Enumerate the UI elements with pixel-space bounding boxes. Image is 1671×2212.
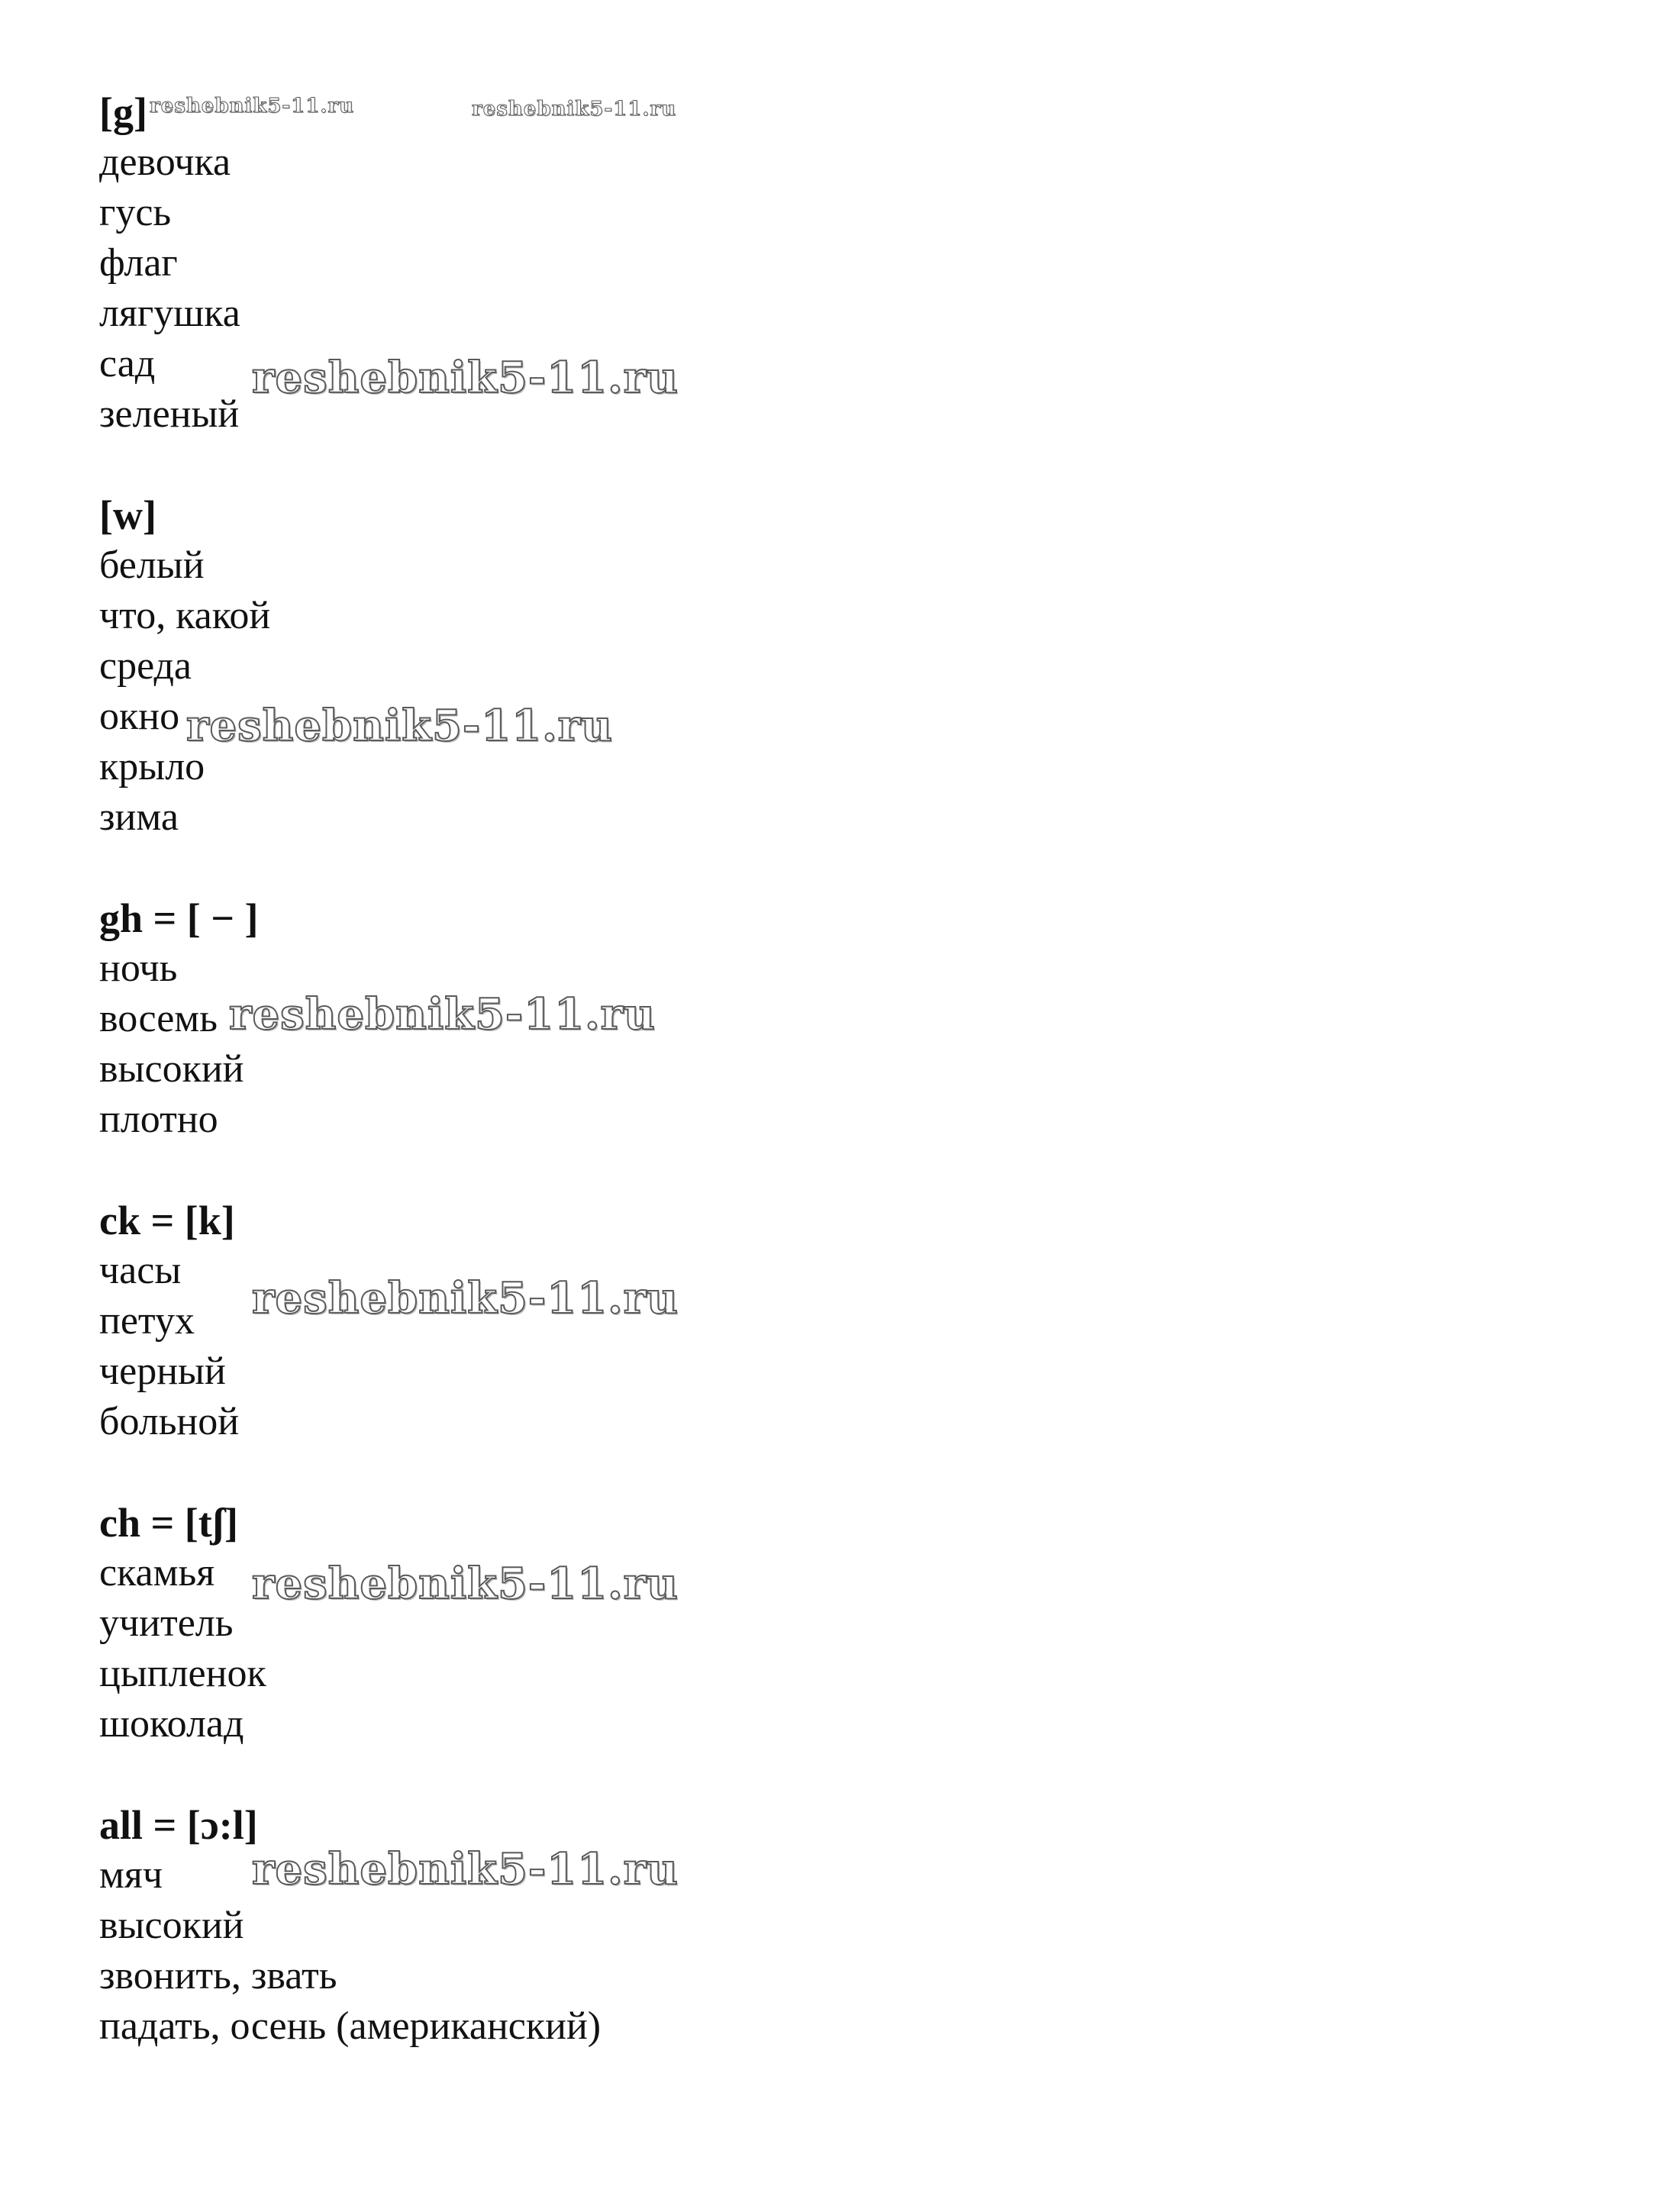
section-heading: ck = [k] [99, 1198, 235, 1243]
word-item: часы [99, 1249, 182, 1292]
word-item: звонить, звать [99, 1954, 337, 1998]
section-all [99, 1800, 601, 2052]
word-item: ночь [99, 946, 178, 990]
word-item: больной [99, 1400, 240, 1443]
section-heading: all = [ɔ:l] [99, 1802, 258, 1848]
word-item: что, какой [99, 594, 271, 637]
word-item: высокий [99, 1904, 244, 1947]
section-g [99, 87, 240, 440]
word-item: учитель [99, 1601, 234, 1645]
section-heading: ch = [tʃ] [99, 1500, 239, 1546]
word-item: зима [99, 795, 179, 839]
word-item: зеленый [99, 392, 240, 436]
word-item: падать, осень (американский) [99, 2004, 602, 2048]
section-ch [99, 1498, 266, 1749]
word-item: среда [99, 644, 192, 688]
word-item: крыло [99, 745, 205, 788]
section-w [99, 490, 270, 843]
word-item: плотно [99, 1098, 218, 1141]
word-item: восемь [99, 997, 218, 1040]
word-item: шоколад [99, 1702, 244, 1746]
word-item: лягушка [99, 292, 240, 335]
word-item: цыпленок [99, 1652, 266, 1695]
word-item: девочка [99, 140, 231, 184]
watermark: reshebnik5-11.ru [472, 98, 677, 121]
section-heading: [g] [99, 89, 147, 135]
word-item: черный [99, 1349, 226, 1393]
word-item: высокий [99, 1047, 244, 1091]
word-item: мяч [99, 1853, 163, 1897]
section-heading: [w] [99, 492, 156, 538]
word-item: гусь [99, 191, 172, 234]
word-item: петух [99, 1299, 195, 1343]
section-heading: gh = [ − ] [99, 895, 259, 941]
watermark: reshebnik5-11.ru [186, 701, 613, 751]
section-ck [99, 1195, 239, 1447]
watermark: reshebnik5-11.ru [252, 1844, 679, 1894]
word-item: сад [99, 342, 156, 385]
watermark: reshebnik5-11.ru [252, 1273, 679, 1324]
word-item: флаг [99, 241, 178, 285]
watermark: reshebnik5-11.ru [252, 353, 679, 403]
watermark: reshebnik5-11.ru [150, 95, 355, 118]
watermark: reshebnik5-11.ru [229, 989, 656, 1040]
word-item: белый [99, 543, 205, 587]
word-item: скамья [99, 1551, 215, 1595]
watermark: reshebnik5-11.ru [252, 1559, 679, 1609]
word-item: окно [99, 695, 180, 738]
